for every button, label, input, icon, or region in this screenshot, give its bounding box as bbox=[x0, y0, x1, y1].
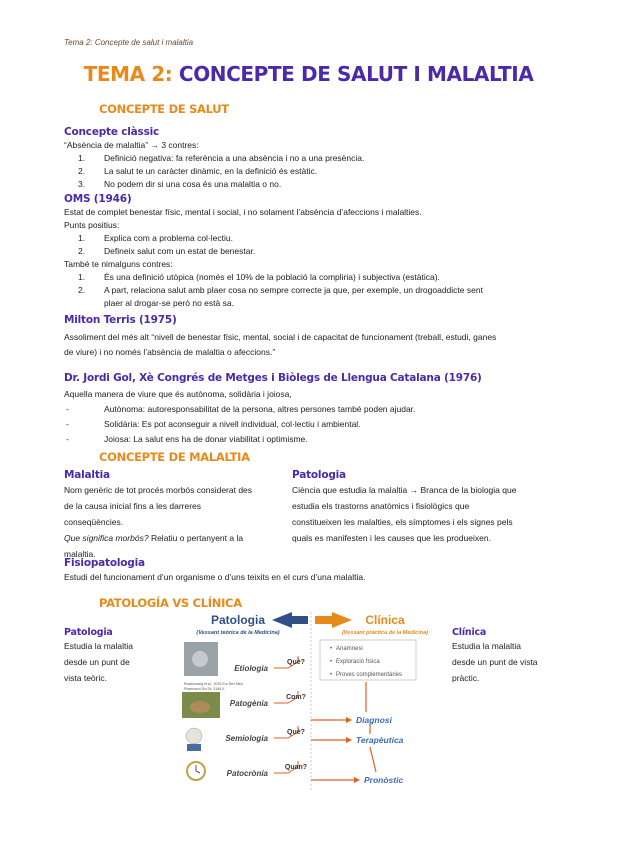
title-number: TEMA 2: bbox=[83, 62, 173, 86]
patologia-line: quals es manifesten i les causes que les produeixen. bbox=[292, 533, 491, 543]
title-text: CONCEPTE DE SALUT I MALALTIA bbox=[178, 62, 534, 86]
vs-pat-line: vista teòric. bbox=[64, 673, 107, 683]
patologia-body bbox=[292, 482, 562, 546]
vs-pat-heading: Patologia bbox=[64, 627, 113, 638]
cli-item-bullet: • bbox=[330, 672, 333, 678]
cli-arrow-shaft bbox=[315, 616, 333, 624]
pat-arrow-icon bbox=[272, 612, 292, 628]
ref-line: Pharmacol Sci 24: 3196-9 bbox=[184, 687, 225, 691]
fisio-text: Estudi del funcionament d’un organisme o d’uns teixits en el curs d’una malaltia. bbox=[64, 572, 366, 582]
pat-subtitle: (Vessant teòrica de la Medicina) bbox=[196, 630, 280, 636]
gol-item: Joiosa: La salut ens ha de donar viabilitat i optimisme. bbox=[104, 434, 308, 444]
patologia-line: constitueixen les malalties, els símptomes i els signes pels bbox=[292, 517, 513, 527]
oms-text: Estat de complet benestar físic, mental i social, i no solament l’absència d’afeccions i malalties. bbox=[64, 207, 422, 217]
malaltia-line: conseqüències. bbox=[64, 517, 124, 527]
vs-cli-line: desde un punt de vista bbox=[452, 657, 538, 667]
page-title bbox=[0, 62, 617, 86]
arrow-head-icon bbox=[346, 717, 352, 723]
question-label: Què? bbox=[287, 659, 305, 666]
malaltia-line: Nom genèric de tot procés morbós considerat des bbox=[64, 485, 253, 495]
classic-item-num: 1. bbox=[78, 153, 86, 163]
classic-intro: “Absència de malaltia” → 3 contres: bbox=[64, 140, 199, 150]
oms-neg-num: 1. bbox=[78, 272, 86, 282]
vs-cli-line: Estudia la malaltia bbox=[452, 641, 521, 651]
question-label: Què? bbox=[287, 729, 305, 736]
malaltia-answer: Relatiu o pertanyent a la bbox=[148, 533, 244, 543]
outcome-label: Terapèutica bbox=[356, 735, 404, 745]
row-label: Semiologia bbox=[225, 734, 268, 743]
arrow-head-icon bbox=[346, 737, 352, 743]
cli-item: Proves complementàries bbox=[336, 672, 403, 678]
classic-item-num: 3. bbox=[78, 179, 86, 189]
arrow-head-icon bbox=[354, 777, 360, 783]
oms-pos-num: 1. bbox=[78, 233, 86, 243]
vs-pat-body bbox=[64, 638, 174, 686]
vs-pat-line: desde un punt de bbox=[64, 657, 130, 667]
outcome-label: Diagnosi bbox=[356, 715, 392, 725]
gol-item: Solidària: Es pot aconseguir a nivell individual, col·lectiu i ambiental. bbox=[104, 419, 361, 429]
terris-heading: Milton Terris (1975) bbox=[64, 314, 177, 326]
patologia-line: estudia els trastorns anatòmics i fisiològics que bbox=[292, 501, 470, 511]
classic-item-text: La salut te un caràcter dinàmic, en la definició és estàtic. bbox=[104, 166, 318, 176]
section-salut-heading: CONCEPTE DE SALUT bbox=[99, 102, 229, 116]
classic-item-num: 2. bbox=[78, 166, 86, 176]
classic-item-text: No podem dir si una cosa és una malaltia o no. bbox=[104, 179, 282, 189]
running-header: Tema 2: Concepte de salut i malaltia bbox=[64, 38, 194, 47]
cli-item: Exploració física bbox=[336, 659, 380, 665]
malaltia-question-line bbox=[64, 530, 290, 546]
oms-pos-num: 2. bbox=[78, 246, 86, 256]
cli-subtitle: (Vessant pràctica de la Medicina) bbox=[341, 630, 429, 636]
patologia-line: Ciència que estudia la malaltia → Branca de la biologia que bbox=[292, 485, 517, 495]
question-label: Com? bbox=[286, 694, 306, 701]
oms-neg-text-cont: plaer al drogar-se però no està sa. bbox=[104, 298, 234, 308]
oms-neg-text: És una definició utòpica (només el 10% de la població la compliria) i subjectiva (estàtica). bbox=[104, 272, 440, 282]
oms-pos-heading: Punts positius: bbox=[64, 220, 120, 230]
row-label: Patocrònia bbox=[226, 769, 268, 778]
patologia-heading: Patologia bbox=[292, 469, 346, 481]
section-malaltia-heading: CONCEPTE DE MALALTIA bbox=[99, 450, 250, 464]
section-vs-heading: PATOLOGÍA VS CLÍNICA bbox=[99, 596, 242, 610]
malaltia-body bbox=[64, 482, 290, 562]
pat-title: Patologia bbox=[210, 613, 266, 627]
malaltia-question: Que significa morbós? bbox=[64, 533, 149, 543]
malaltia-line: de la causa inicial fins a les darreres bbox=[64, 501, 202, 511]
oms-heading: OMS (1946) bbox=[64, 193, 132, 205]
oms-pos-text: Explica com a problema col·lectiu. bbox=[104, 233, 233, 243]
cli-item: Anamnesi bbox=[336, 646, 363, 652]
animal-icon bbox=[190, 701, 210, 713]
vs-cli-heading: Clínica bbox=[452, 627, 487, 638]
question-label: Quan? bbox=[284, 764, 308, 771]
gol-dash: - bbox=[66, 434, 69, 444]
pat-arrow-shaft bbox=[290, 616, 308, 624]
vs-pat-line: Estudia la malaltia bbox=[64, 641, 133, 651]
person-body bbox=[187, 744, 201, 751]
gol-heading: Dr. Jordi Gol, Xè Congrés de Metges i Biòlegs de Llengua Catalana (1976) bbox=[64, 372, 482, 384]
classic-heading: Concepte clàssic bbox=[64, 126, 160, 138]
oms-pos-text: Defineix salut com un estat de benestar. bbox=[104, 246, 256, 256]
cli-item-bullet: • bbox=[330, 659, 333, 665]
terris-line: Assoliment del més alt “nivell de benestar físic, mental, social i de capacitat de funcionament (treball, estudi, ganes bbox=[64, 332, 497, 342]
cli-item-bullet: • bbox=[330, 646, 333, 652]
outcome-arrows bbox=[311, 682, 376, 780]
vs-cli-line: pràctic. bbox=[452, 673, 480, 683]
row-label: Patogènia bbox=[229, 699, 268, 708]
oms-neg-text: A part, relaciona salut amb plaer cosa no sempre correcte ja que, per exemple, un drogoaddicte sent bbox=[104, 285, 483, 295]
ref-line: Rosenzweig et al., 2020 Eur Rev Med bbox=[184, 682, 243, 686]
gol-dash: - bbox=[66, 404, 69, 414]
oms-neg-heading: També te nimalguns contres: bbox=[64, 259, 173, 269]
outcome-label: Pronòstic bbox=[364, 775, 404, 785]
gol-intro: Aquella manera de viure que és autònoma, solidària i joiosa, bbox=[64, 389, 292, 399]
malaltia-line: malaltia. bbox=[64, 549, 96, 559]
cli-arrow-icon bbox=[332, 612, 352, 628]
terris-line: de viure) i no només l’absència de malaltia o afeccions.” bbox=[64, 347, 276, 357]
virus-icon bbox=[192, 651, 208, 667]
malaltia-heading: Malaltia bbox=[64, 469, 110, 481]
gol-item: Autònoma: autoresponsabilitat de la persona, altres persones també poden ajudar. bbox=[104, 404, 416, 414]
cli-title: Clínica bbox=[365, 613, 405, 627]
question-arrows bbox=[274, 656, 298, 773]
vs-cli-body bbox=[452, 638, 582, 686]
row-label: Etiologia bbox=[234, 664, 268, 673]
classic-item-text: Definició negativa: fa referència a una absència i no a una presència. bbox=[104, 153, 365, 163]
gol-dash: - bbox=[66, 419, 69, 429]
patologia-clinica-diagram bbox=[180, 612, 442, 792]
fisio-heading: Fisiopatologia bbox=[64, 557, 145, 569]
oms-neg-num: 2. bbox=[78, 285, 86, 295]
person-icon bbox=[186, 728, 202, 744]
